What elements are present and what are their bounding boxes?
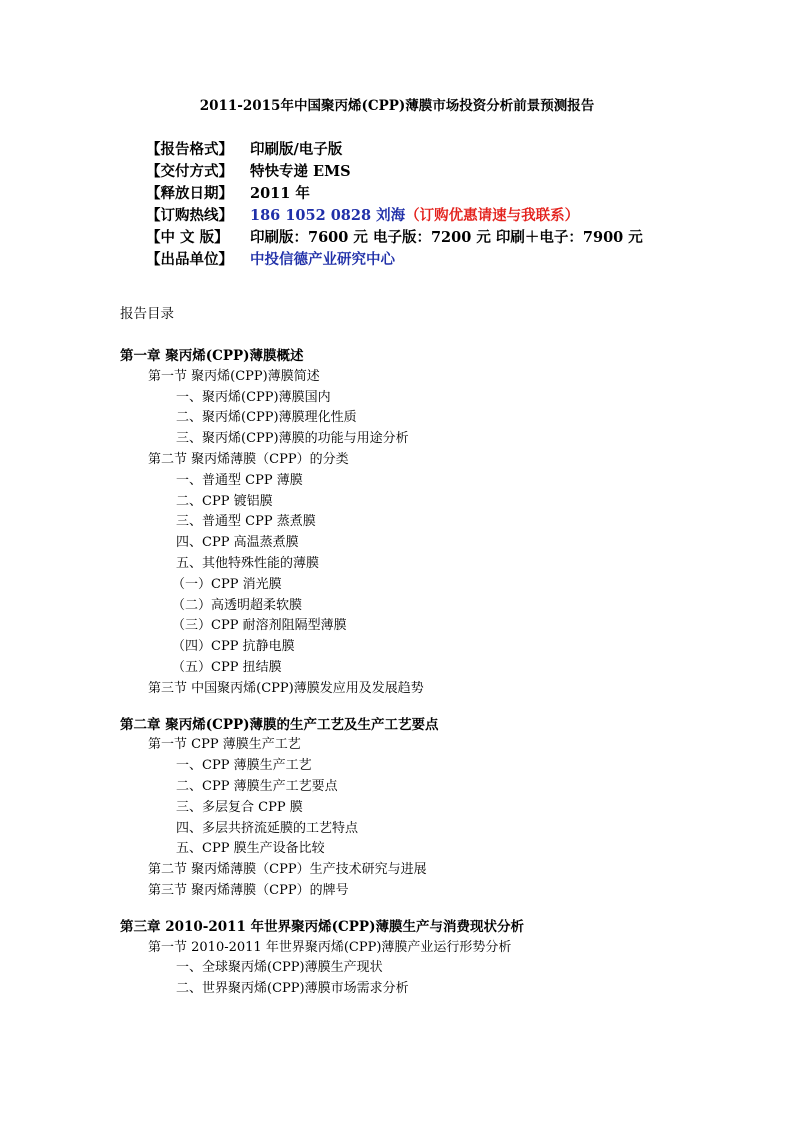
table-of-contents: [120, 346, 760, 1000]
toc-subsection: （四）CPP 抗静电膜: [172, 639, 295, 655]
info-value-format: 印刷版/电子版: [250, 141, 343, 158]
toc-section: 第一节 CPP 薄膜生产工艺: [148, 737, 301, 753]
toc-subsection: 三、普通型 CPP 蒸煮膜: [176, 514, 316, 530]
toc-section: 第一节 2010-2011 年世界聚丙烯(CPP)薄膜产业运行形势分析: [148, 939, 512, 955]
info-row-release-date: [146, 183, 643, 205]
toc-subsection: 一、普通型 CPP 薄膜: [176, 472, 303, 488]
chapter-gap: [120, 700, 760, 715]
toc-heading: 报告目录: [120, 306, 174, 322]
toc-subsection: 二、聚丙烯(CPP)薄膜理化性质: [176, 410, 357, 426]
info-row-publisher: [146, 249, 643, 271]
toc-chapter-title: 第一章 聚丙烯(CPP)薄膜概述: [120, 348, 304, 364]
toc-subsection: 四、多层共挤流延膜的工艺特点: [176, 820, 359, 836]
toc-subsection: 一、CPP 薄膜生产工艺: [176, 758, 312, 774]
toc-section: 第二节 聚丙烯薄膜（CPP）生产技术研究与进展: [148, 862, 427, 878]
info-label-hotline: 【订购热线】: [146, 207, 233, 224]
toc-subsection: 三、多层复合 CPP 膜: [176, 799, 303, 815]
toc-chapter-title: 第三章 2010-2011 年世界聚丙烯(CPP)薄膜生产与消费现状分析: [120, 918, 524, 935]
info-label-price: 【中 文 版】: [146, 229, 229, 246]
toc-subsection: （三）CPP 耐溶剂阻隔型薄膜: [172, 618, 347, 634]
info-value-publisher: 中投信德产业研究中心: [250, 251, 395, 268]
info-value-delivery: 特快专递 EMS: [250, 163, 351, 180]
report-info: [146, 139, 643, 271]
toc-subsection: 四、CPP 高温蒸煮膜: [176, 535, 299, 551]
info-row-format: [146, 139, 643, 161]
info-label-format: 【报告格式】: [146, 141, 233, 158]
toc-subsection: 三、聚丙烯(CPP)薄膜的功能与用途分析: [176, 431, 409, 447]
toc-subsection: 五、其他特殊性能的薄膜: [176, 555, 320, 571]
toc-subsection: 五、CPP 膜生产设备比较: [176, 841, 325, 857]
info-value-hotline: 186 1052 0828 刘海: [250, 207, 406, 224]
chapter-gap: [120, 902, 760, 917]
info-label-release-date: 【释放日期】: [146, 185, 233, 202]
toc-subsection: 二、CPP 薄膜生产工艺要点: [176, 778, 338, 794]
toc-subsection: （二）高透明超柔软膜: [172, 597, 303, 613]
info-label-delivery: 【交付方式】: [146, 163, 233, 180]
toc-subsection: 一、聚丙烯(CPP)薄膜国内: [176, 389, 331, 405]
toc-section: 第二节 聚丙烯薄膜（CPP）的分类: [148, 451, 349, 467]
info-row-price: [146, 227, 643, 249]
toc-subsection: 二、世界聚丙烯(CPP)薄膜市场需求分析: [176, 981, 409, 997]
toc-subsection: 二、CPP 镀铝膜: [176, 493, 273, 509]
toc-subsection: 一、全球聚丙烯(CPP)薄膜生产现状: [176, 960, 383, 976]
info-value-release-date: 2011 年: [250, 185, 310, 202]
toc-section: 第三节 中国聚丙烯(CPP)薄膜发应用及发展趋势: [148, 680, 424, 696]
page-title: 2011-2015年中国聚丙烯(CPP)薄膜市场投资分析前景预测报告: [199, 98, 595, 114]
info-row-delivery: [146, 161, 643, 183]
info-hotline-note: （订购优惠请速与我联系）: [405, 207, 580, 224]
info-value-price: 印刷版：7600 元 电子版：7200 元 印刷＋电子：7900 元: [250, 229, 643, 246]
toc-subsection: （一）CPP 消光膜: [172, 576, 282, 592]
toc-chapter-title: 第二章 聚丙烯(CPP)薄膜的生产工艺及生产工艺要点: [120, 716, 439, 733]
info-label-publisher: 【出品单位】: [146, 251, 233, 268]
toc-section: 第一节 聚丙烯(CPP)薄膜简述: [148, 368, 320, 384]
toc-section: 第三节 聚丙烯薄膜（CPP）的牌号: [148, 882, 349, 898]
info-row-hotline: [146, 205, 643, 227]
toc-subsection: （五）CPP 扭结膜: [172, 659, 282, 675]
